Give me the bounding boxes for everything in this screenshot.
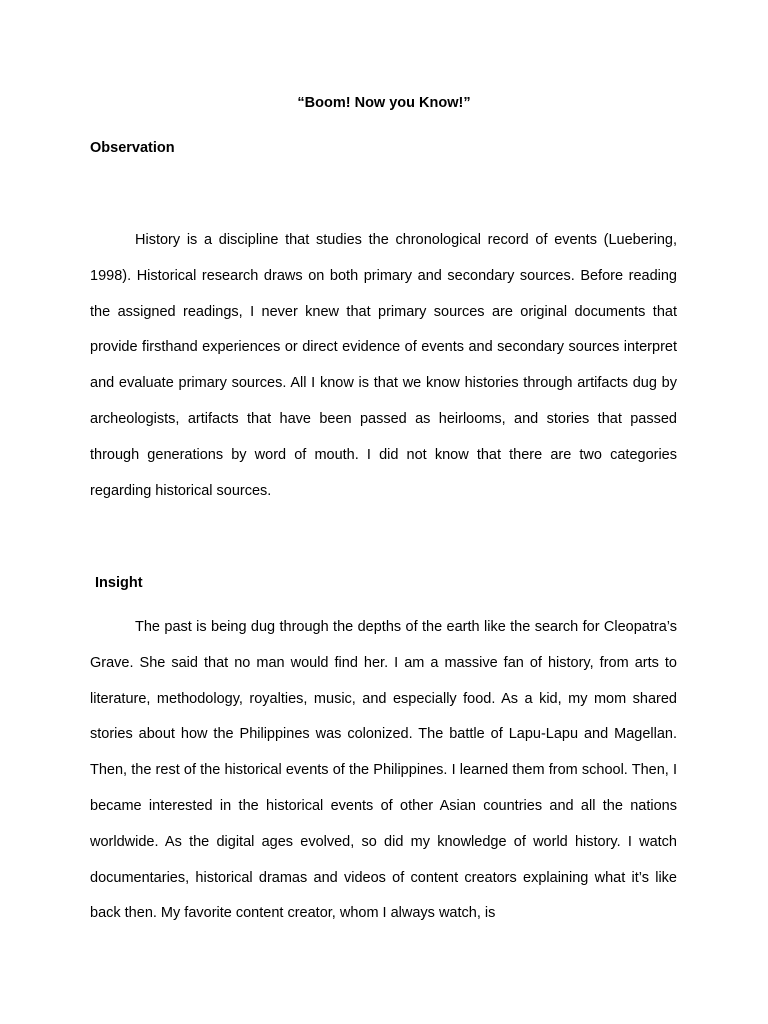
document-title: “Boom! Now you Know!” [297,95,471,111]
section-heading-observation: Observation [90,140,175,156]
section-heading-insight: Insight [95,575,143,591]
insight-paragraph: The past is being dug through the depths of the earth like the search for Cleopatra’s Grave. She said that no man would find her. I am a massive fan of history, from arts to literature, methodology, royalties, music, and especially food. As a kid, my mom shared stories about how the Philippines was colonized. The battle of Lapu-Lapu and Magellan. Then, the rest of the historical events of the Philippines. I learned them from school. Then, I became interested in the historical events of other Asian countries and all the nations worldwide. As the digital ages evolved, so did my knowledge of world history. I watch documentaries, historical dramas and videos of content creators explaining what it’s like back then. My favorite content creator, whom I always watch, is [90,619,677,922]
observation-paragraph: History is a discipline that studies the chronological record of events (Luebering, 1998). Historical research draws on both primary and secondary sources. Before reading the assigned readings, I never knew that primary sources are original documents that provide firsthand experiences or direct evidence of events and secondary sources interpret and evaluate primary sources. All I know is that we know histories through artifacts dug by archeologists, artifacts that have been passed as heirlooms, and stories that passed through generations by word of mouth. I did not know that there are two categories regarding historical sources. [90,232,677,499]
